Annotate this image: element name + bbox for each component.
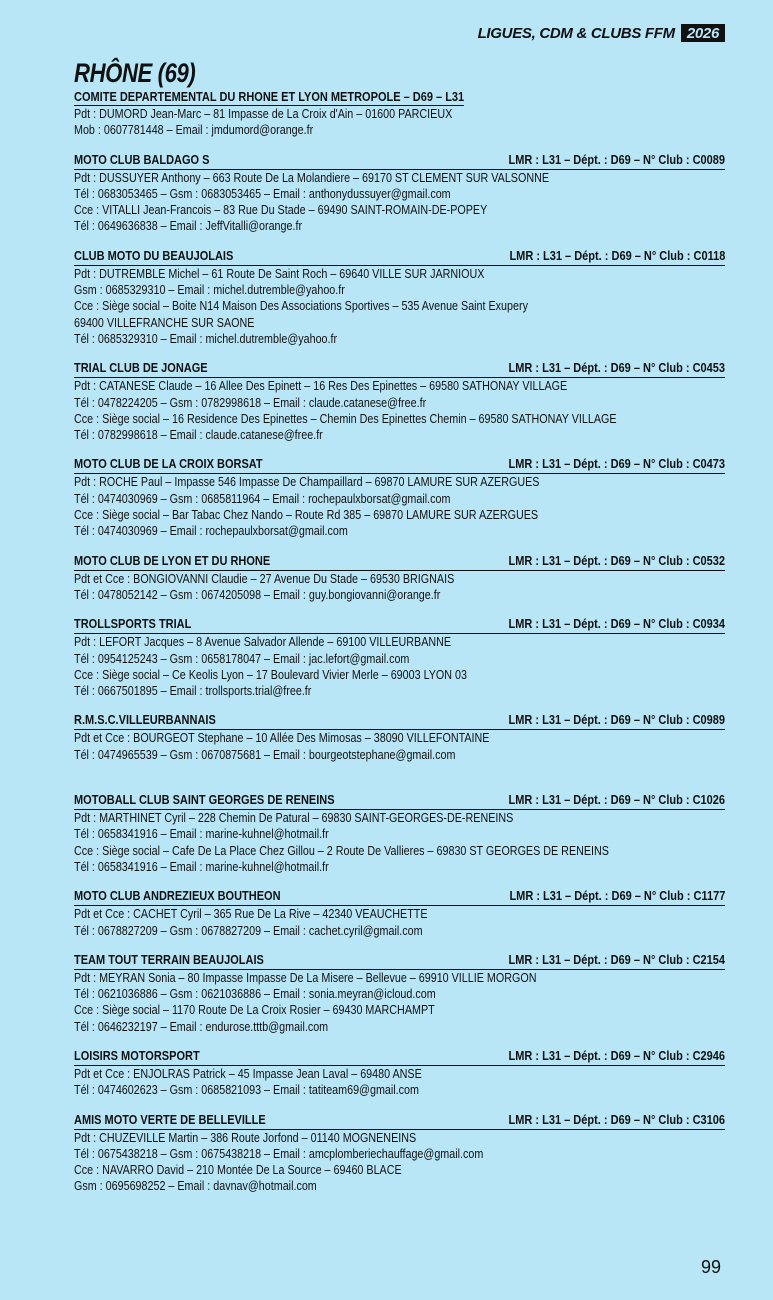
club-heading-row — [74, 713, 725, 730]
club-lmr-info: LMR : L31 – Dépt. : D69 – N° Club : C1177 — [509, 889, 725, 904]
club-detail-line: Tél : 0478224205 – Gsm : 0782998618 – Email : claude.catanese@free.fr — [74, 395, 427, 410]
club-name: TRIAL CLUB DE JONAGE — [74, 361, 208, 376]
club-entry — [74, 889, 725, 939]
club-detail-line: Cce : Siège social – 16 Residence Des Epinettes – Chemin Des Epinettes Chemin – 69580 SATHONAY VILLAGE — [74, 411, 617, 426]
club-detail-line: Tél : 0678827209 – Gsm : 0678827209 – Email : cachet.cyril@gmail.com — [74, 923, 423, 938]
club-detail-line: Tél : 0474965539 – Gsm : 0670875681 – Email : bourgeotstephane@gmail.com — [74, 747, 456, 762]
club-entry — [74, 153, 725, 235]
club-detail-line: Tél : 0474030969 – Email : rochepaulxborsat@gmail.com — [74, 524, 348, 539]
club-heading-row — [74, 457, 725, 474]
directory-content — [74, 89, 725, 1209]
club-heading-row — [74, 793, 725, 810]
club-lmr-info: LMR : L31 – Dépt. : D69 – N° Club : C1026 — [508, 793, 725, 808]
club-detail-line: 69400 VILLEFRANCHE SUR SAONE — [74, 315, 255, 330]
club-detail-line: Pdt et Cce : BONGIOVANNI Claudie – 27 Avenue Du Stade – 69530 BRIGNAIS — [74, 571, 455, 586]
club-detail-line: Pdt : LEFORT Jacques – 8 Avenue Salvador Allende – 69100 VILLEURBANNE — [74, 635, 452, 650]
club-entry — [74, 617, 725, 699]
club-name: TROLLSPORTS TRIAL — [74, 617, 192, 632]
club-detail-line: Tél : 0474030969 – Gsm : 0685811964 – Email : rochepaulxborsat@gmail.com — [74, 491, 451, 506]
club-detail-line: Tél : 0621036886 – Gsm : 0621036886 – Email : sonia.meyran@icloud.com — [74, 987, 436, 1002]
club-detail-line: Tél : 0683053465 – Gsm : 0683053465 – Email : anthonydussuyer@gmail.com — [74, 186, 451, 201]
comite-line: Mob : 0607781448 – Email : jmdumord@orange.fr — [74, 123, 314, 138]
club-entry — [74, 554, 725, 604]
club-name: CLUB MOTO DU BEAUJOLAIS — [74, 248, 234, 263]
club-entry — [74, 457, 725, 539]
club-heading-row — [74, 617, 725, 634]
club-detail-line: Cce : NAVARRO David – 210 Montée De La Source – 69460 BLACE — [74, 1163, 402, 1178]
club-detail-line: Tél : 0658341916 – Email : marine-kuhnel@hotmail.fr — [74, 827, 329, 842]
club-detail-line: Tél : 0474602623 – Gsm : 0685821093 – Email : tatiteam69@gmail.com — [74, 1083, 419, 1098]
club-lmr-info: LMR : L31 – Dépt. : D69 – N° Club : C0934 — [508, 617, 725, 632]
club-detail-line: Pdt : MARTHINET Cyril – 228 Chemin De Patural – 69830 SAINT-GEORGES-DE-RENEINS — [74, 811, 514, 826]
comite-line: Pdt : DUMORD Jean-Marc – 81 Impasse de La Croix d'Ain – 01600 PARCIEUX — [74, 107, 453, 121]
club-detail-line: Pdt : DUTREMBLE Michel – 61 Route De Saint Roch – 69640 VILLE SUR JARNIOUX — [74, 266, 485, 281]
club-entry — [74, 793, 725, 875]
club-detail-line: Tél : 0782998618 – Email : claude.catanese@free.fr — [74, 428, 323, 443]
club-heading-row — [74, 1113, 725, 1130]
club-lmr-info: LMR : L31 – Dépt. : D69 – N° Club : C0089 — [508, 152, 725, 167]
club-lmr-info: LMR : L31 – Dépt. : D69 – N° Club : C0453 — [508, 361, 725, 376]
club-entry — [74, 953, 725, 1035]
clubs-list — [74, 153, 725, 1195]
comite-heading-row — [74, 89, 725, 106]
club-heading-row — [74, 889, 725, 906]
club-detail-line: Pdt : MEYRAN Sonia – 80 Impasse Impasse De La Misere – Bellevue – 69910 VILLIE MORGON — [74, 970, 537, 985]
club-name: MOTO CLUB ANDREZIEUX BOUTHEON — [74, 889, 281, 904]
section-title: LIGUES, CDM & CLUBS FFM — [477, 24, 675, 42]
club-detail-line: Pdt : CATANESE Claude – 16 Allee Des Epinett – 16 Res Des Epinettes – 69580 SATHONAY VILLAGE — [74, 379, 568, 394]
club-detail-line: Cce : Siège social – 1170 Route De La Croix Rosier – 69430 MARCHAMPT — [74, 1003, 435, 1018]
page-number: 99 — [700, 1257, 721, 1277]
club-lmr-info: LMR : L31 – Dépt. : D69 – N° Club : C2946 — [508, 1048, 725, 1063]
club-name: MOTO CLUB DE LA CROIX BORSAT — [74, 457, 263, 472]
club-heading-row — [74, 249, 725, 266]
comite-name: COMITE DEPARTEMENTAL DU RHONE ET LYON METROPOLE – D69 – L31 — [74, 90, 465, 104]
club-detail-line: Tél : 0675438218 – Gsm : 0675438218 – Email : amcplomberiechauffage@gmail.com — [74, 1146, 484, 1161]
club-name: MOTO CLUB BALDAGO S — [74, 152, 210, 167]
club-detail-line: Pdt et Cce : ENJOLRAS Patrick – 45 Impasse Jean Laval – 69480 ANSE — [74, 1066, 422, 1081]
club-detail-line: Cce : Siège social – Bar Tabac Chez Nando – Route Rd 385 – 69870 LAMURE SUR AZERGUES — [74, 508, 539, 523]
club-heading-row — [74, 554, 725, 571]
club-detail-line: Cce : Siège social – Boite N14 Maison Des Associations Sportives – 535 Avenue Saint Exupery — [74, 299, 528, 314]
region-title: RHÔNE (69) — [74, 58, 196, 88]
club-detail-line: Tél : 0685329310 – Email : michel.dutremble@yahoo.fr — [74, 331, 338, 346]
club-detail-line: Tél : 0954125243 – Gsm : 0658178047 – Email : jac.lefort@gmail.com — [74, 651, 410, 666]
club-detail-line: Cce : Siège social – Ce Keolis Lyon – 17 Boulevard Vivier Merle – 69003 LYON 03 — [74, 667, 468, 682]
club-lmr-info: LMR : L31 – Dépt. : D69 – N° Club : C0118 — [509, 248, 725, 263]
club-detail-line: Cce : VITALLI Jean-Francois – 83 Rue Du Stade – 69490 SAINT-ROMAIN-DE-POPEY — [74, 203, 488, 218]
year-badge: 2026 — [681, 24, 725, 42]
club-entry — [74, 1113, 725, 1195]
club-heading-row — [74, 153, 725, 170]
club-lmr-info: LMR : L31 – Dépt. : D69 – N° Club : C0473 — [508, 457, 725, 472]
club-heading-row — [74, 1049, 725, 1066]
club-heading-row — [74, 953, 725, 970]
comite-block — [74, 89, 725, 139]
club-detail-line: Tél : 0478052142 – Gsm : 0674205098 – Email : guy.bongiovanni@orange.fr — [74, 587, 441, 602]
club-lmr-info: LMR : L31 – Dépt. : D69 – N° Club : C0532 — [508, 553, 725, 568]
club-entry — [74, 713, 725, 763]
club-detail-line: Tél : 0658341916 – Email : marine-kuhnel@hotmail.fr — [74, 859, 329, 874]
club-detail-line: Pdt : CHUZEVILLE Martin – 386 Route Jorfond – 01140 MOGNENEINS — [74, 1130, 417, 1145]
club-detail-line: Pdt : DUSSUYER Anthony – 663 Route De La Molandiere – 69170 ST CLEMENT SUR VALSONNE — [74, 170, 550, 185]
club-entry — [74, 1049, 725, 1099]
club-heading-row — [74, 361, 725, 378]
club-lmr-info: LMR : L31 – Dépt. : D69 – N° Club : C0989 — [508, 713, 725, 728]
club-entry — [74, 361, 725, 443]
club-detail-line: Tél : 0667501895 – Email : trollsports.trial@free.fr — [74, 684, 312, 699]
club-detail-line: Tél : 0646232197 – Email : endurose.tttb@gmail.com — [74, 1019, 329, 1034]
club-lmr-info: LMR : L31 – Dépt. : D69 – N° Club : C3106 — [508, 1112, 725, 1127]
club-name: LOISIRS MOTORSPORT — [74, 1048, 200, 1063]
club-detail-line: Pdt et Cce : CACHET Cyril – 365 Rue De La Rive – 42340 VEAUCHETTE — [74, 907, 428, 922]
club-detail-line: Pdt et Cce : BOURGEOT Stephane – 10 Allée Des Mimosas – 38090 VILLEFONTAINE — [74, 731, 490, 746]
club-detail-line: Pdt : ROCHE Paul – Impasse 546 Impasse De Champaillard – 69870 LAMURE SUR AZERGUES — [74, 475, 540, 490]
club-name: TEAM TOUT TERRAIN BEAUJOLAIS — [74, 952, 264, 967]
club-lmr-info: LMR : L31 – Dépt. : D69 – N° Club : C2154 — [508, 952, 725, 967]
club-name: R.M.S.C.VILLEURBANNAIS — [74, 713, 216, 728]
club-name: MOTOBALL CLUB SAINT GEORGES DE RENEINS — [74, 793, 335, 808]
club-name: AMIS MOTO VERTE DE BELLEVILLE — [74, 1112, 266, 1127]
club-detail-line: Gsm : 0685329310 – Email : michel.dutremble@yahoo.fr — [74, 283, 345, 298]
club-detail-line: Cce : Siège social – Cafe De La Place Chez Gillou – 2 Route De Vallieres – 69830 ST GEORGES DE RENEINS — [74, 843, 609, 858]
page-header — [478, 24, 725, 42]
club-detail-line: Gsm : 0695698252 – Email : davnav@hotmail.com — [74, 1179, 317, 1194]
club-entry — [74, 249, 725, 347]
club-name: MOTO CLUB DE LYON ET DU RHONE — [74, 553, 271, 568]
club-detail-line: Tél : 0649636838 – Email : JeffVitalli@orange.fr — [74, 219, 303, 234]
